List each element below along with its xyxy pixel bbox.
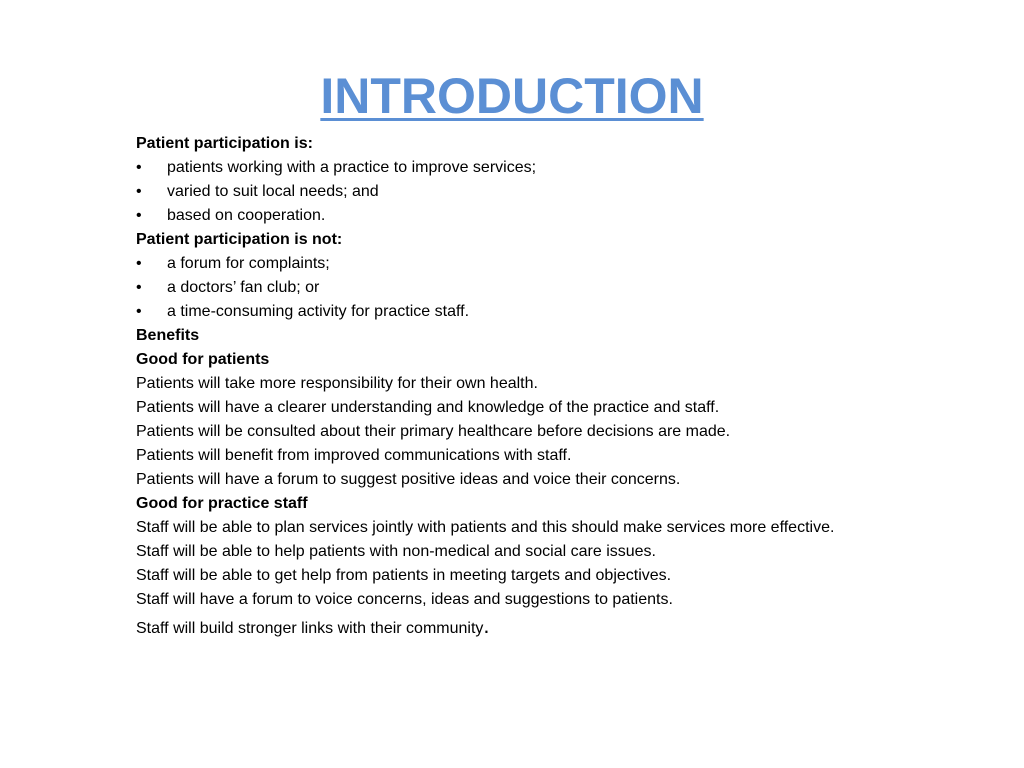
bullet-icon: • — [136, 255, 142, 272]
is-not-heading: Patient participation is not: — [136, 231, 343, 248]
last-line-period: . — [483, 613, 490, 638]
bullet-item — [136, 300, 896, 324]
bullet-icon: • — [136, 303, 142, 320]
staff-heading: Good for practice staff — [136, 495, 308, 512]
slide-title — [0, 66, 1024, 126]
patients-benefit-line: Patients will be consulted about their primary healthcare before decisions are made. — [136, 423, 731, 440]
bullet-icon: • — [136, 279, 142, 296]
staff-benefit-line: Staff will be able to get help from patients in meeting targets and objectives. — [136, 567, 672, 584]
bullet-text: varied to suit local needs; and — [167, 183, 379, 200]
bullet-item — [136, 252, 896, 276]
bullet-text: a forum for complaints; — [167, 255, 330, 272]
bullet-item — [136, 180, 896, 204]
staff-benefit-line-last — [136, 613, 896, 641]
patients-benefit-line: Patients will have a clearer understanding and knowledge of the practice and staff. — [136, 399, 720, 416]
benefits-heading: Benefits — [136, 327, 200, 344]
patients-benefit-line: Patients will benefit from improved communications with staff. — [136, 447, 572, 464]
staff-benefit-line: Staff will be able to plan services jointly with patients and this should make services more effective. — [136, 519, 835, 536]
patients-benefit-line: Patients will have a forum to suggest positive ideas and voice their concerns. — [136, 471, 681, 488]
bullet-icon: • — [136, 207, 142, 224]
slide-body — [136, 132, 896, 641]
patients-heading: Good for patients — [136, 351, 270, 368]
bullet-text: patients working with a practice to improve services; — [167, 159, 537, 176]
bullet-item — [136, 276, 896, 300]
bullet-text: based on cooperation. — [167, 207, 326, 224]
bullet-item — [136, 156, 896, 180]
last-line-text: Staff will build stronger links with their community — [136, 620, 484, 637]
staff-benefit-line: Staff will have a forum to voice concerns, ideas and suggestions to patients. — [136, 591, 673, 608]
bullet-item — [136, 204, 896, 228]
staff-benefit-line: Staff will be able to help patients with non-medical and social care issues. — [136, 543, 656, 560]
bullet-icon: • — [136, 159, 142, 176]
slide-title-text: INTRODUCTION — [320, 68, 704, 124]
bullet-icon: • — [136, 183, 142, 200]
patients-benefit-line: Patients will take more responsibility for their own health. — [136, 375, 538, 392]
bullet-text: a doctors’ fan club; or — [167, 279, 320, 296]
is-heading: Patient participation is: — [136, 135, 313, 152]
bullet-text: a time-consuming activity for practice staff. — [167, 303, 470, 320]
